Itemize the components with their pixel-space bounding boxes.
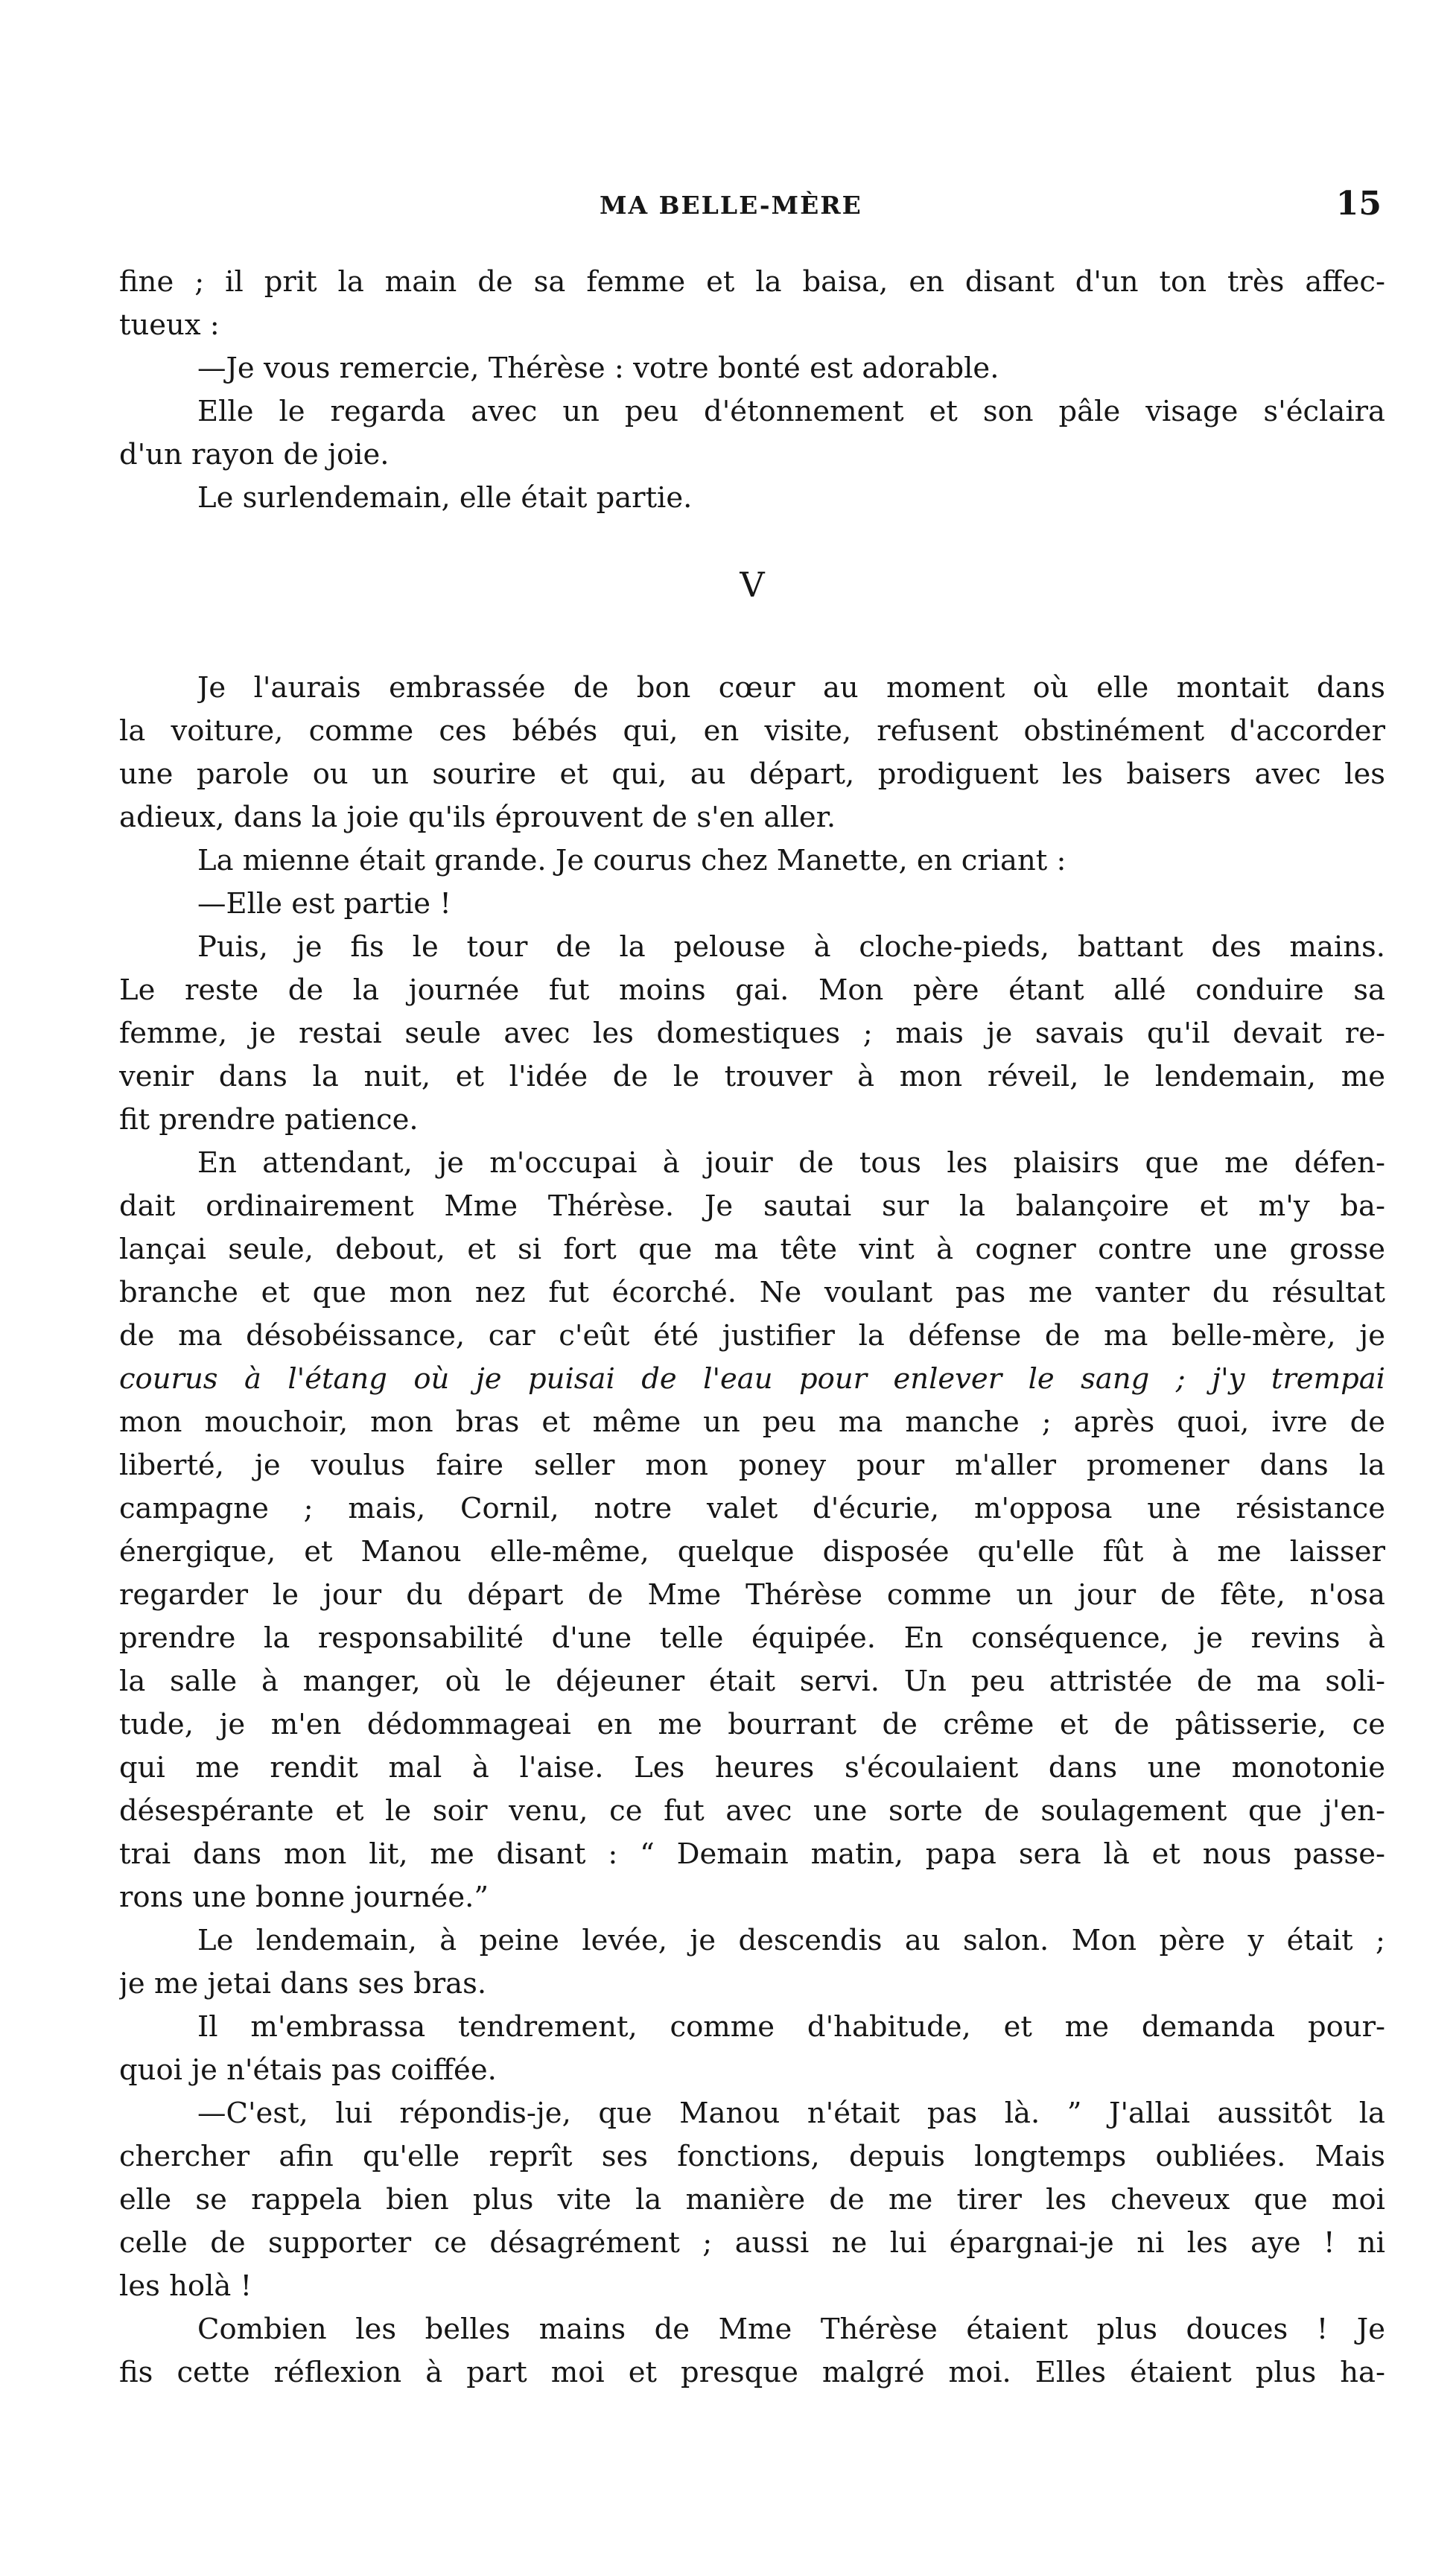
text-line: les holà ! bbox=[119, 2269, 252, 2303]
text-line: quoi je n'étais pas coiffée. bbox=[119, 2053, 497, 2087]
text-line: —C'est, lui répondis-je, que Manou n'était pas là. ” J'allai aussitôt la bbox=[197, 2097, 1385, 2130]
text-line: mon mouchoir, mon bras et même un peu ma manche ; après quoi, ivre de bbox=[119, 1405, 1385, 1439]
text-line: qui me rendit mal à l'aise. Les heures s'écoulaient dans une monotonie bbox=[119, 1751, 1385, 1784]
text-line: Je l'aurais embrassée de bon cœur au moment où elle montait dans bbox=[197, 671, 1385, 705]
text-line: En attendant, je m'occupai à jouir de tous les plaisirs que me défen- bbox=[197, 1146, 1385, 1180]
text-line: chercher afin qu'elle reprît ses fonctions, depuis longtemps oubliées. Mais bbox=[119, 2140, 1385, 2173]
text-line: courus à l'étang où je puisai de l'eau pour enlever le sang ; j'y trempai bbox=[119, 1362, 1385, 1396]
text-line: prendre la responsabilité d'une telle équipée. En conséquence, je revins à bbox=[119, 1621, 1385, 1655]
text-line: regarder le jour du départ de Mme Thérèse comme un jour de fête, n'osa bbox=[119, 1578, 1385, 1612]
text-line: tude, je m'en dédommageai en me bourrant de crême et de pâtisserie, ce bbox=[119, 1708, 1385, 1741]
text-line: rons une bonne journée.” bbox=[119, 1881, 489, 1914]
text-line: Combien les belles mains de Mme Thérèse étaient plus douces ! Je bbox=[197, 2313, 1385, 2346]
text-line: la salle à manger, où le déjeuner était servi. Un peu attristée de ma soli- bbox=[119, 1665, 1385, 1698]
text-line: celle de supporter ce désagrément ; aussi ne lui épargnai-je ni les aye ! ni bbox=[119, 2226, 1385, 2260]
text-line: de ma désobéissance, car c'eût été justifier la défense de ma belle-mère, je bbox=[119, 1319, 1385, 1353]
text-line: d'un rayon de joie. bbox=[119, 438, 390, 471]
text-line: une parole ou un sourire et qui, au départ, prodiguent les baisers avec les bbox=[119, 757, 1385, 791]
running-title: MA BELLE-MÈRE bbox=[600, 191, 862, 220]
text-line: —Elle est partie ! bbox=[197, 887, 451, 921]
text-line: Le lendemain, à peine levée, je descendis au salon. Mon père y était ; bbox=[197, 1924, 1385, 1957]
text-line: fit prendre patience. bbox=[119, 1103, 419, 1137]
text-line: je me jetai dans ses bras. bbox=[119, 1967, 487, 2000]
text-line: liberté, je voulus faire seller mon poney pour m'aller promener dans la bbox=[119, 1449, 1385, 1482]
text-line: venir dans la nuit, et l'idée de le trouver à mon réveil, le lendemain, me bbox=[119, 1060, 1385, 1093]
text-line: désespérante et le soir venu, ce fut avec une sorte de soulagement que j'en- bbox=[119, 1794, 1385, 1828]
text-line: lançai seule, debout, et si fort que ma tête vint à cogner contre une grosse bbox=[119, 1233, 1385, 1266]
text-line: Le reste de la journée fut moins gai. Mon père étant allé conduire sa bbox=[119, 973, 1385, 1007]
text-line: fis cette réflexion à part moi et presque malgré moi. Elles étaient plus ha- bbox=[119, 2356, 1385, 2389]
running-head bbox=[123, 185, 1382, 229]
text-line: trai dans mon lit, me disant : “ Demain matin, papa sera là et nous passe- bbox=[119, 1837, 1385, 1871]
text-line: femme, je restai seule avec les domestiques ; mais je savais qu'il devait re- bbox=[119, 1017, 1385, 1050]
text-line: campagne ; mais, Cornil, notre valet d'écurie, m'opposa une résistance bbox=[119, 1492, 1385, 1525]
text-line: tueux : bbox=[119, 308, 220, 342]
text-line: adieux, dans la joie qu'ils éprouvent de s'en aller. bbox=[119, 801, 836, 834]
text-line: Le surlendemain, elle était partie. bbox=[197, 481, 693, 515]
text-line: Elle le regarda avec un peu d'étonnement et son pâle visage s'éclaira bbox=[197, 395, 1385, 428]
text-line: —Je vous remercie, Thérèse : votre bonté est adorable. bbox=[197, 352, 999, 385]
text-line: branche et que mon nez fut écorché. Ne voulant pas me vanter du résultat bbox=[119, 1276, 1385, 1309]
text-line: énergique, et Manou elle-même, quelque disposée qu'elle fût à me laisser bbox=[119, 1535, 1385, 1569]
page-number: 15 bbox=[1335, 185, 1382, 223]
text-line: la voiture, comme ces bébés qui, en visite, refusent obstinément d'accorder bbox=[119, 714, 1385, 748]
text-line: Puis, je fis le tour de la pelouse à cloche-pieds, battant des mains. bbox=[197, 930, 1385, 964]
text-line: fine ; il prit la main de sa femme et la baisa, en disant d'un ton très affec- bbox=[119, 265, 1385, 299]
text-line: dait ordinairement Mme Thérèse. Je sautai sur la balançoire et m'y ba- bbox=[119, 1189, 1385, 1223]
text-line: La mienne était grande. Je courus chez Manette, en criant : bbox=[197, 844, 1066, 877]
text-line: elle se rappela bien plus vite la manière de me tirer les cheveux que moi bbox=[119, 2183, 1385, 2216]
chapter-numeral: V bbox=[740, 565, 765, 605]
text-line: Il m'embrassa tendrement, comme d'habitude, et me demanda pour- bbox=[197, 2010, 1385, 2044]
